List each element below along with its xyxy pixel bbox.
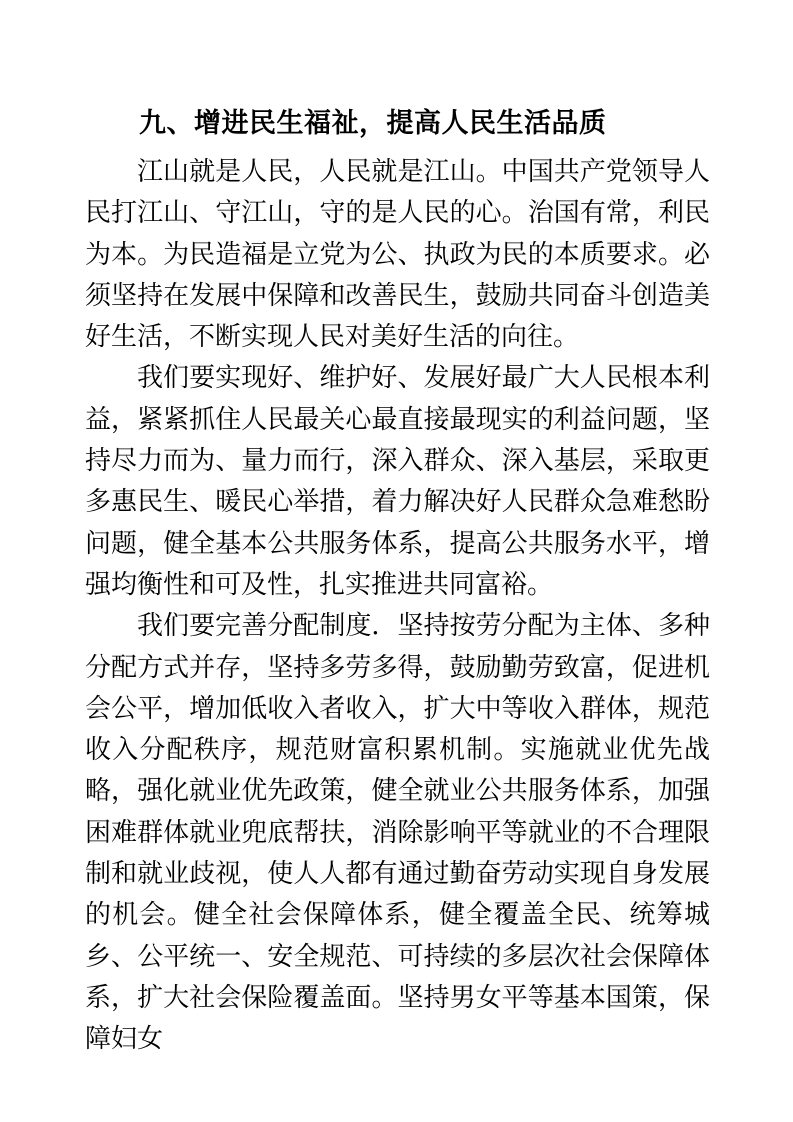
paragraph: 我们要实现好、维护好、发展好最广大人民根本利益，紧紧抓住人民最关心最直接最现实的利益问题，坚持尽力而为、量力而行，深入群众、深入基层，采取更多惠民生、暖民心举措，着力解决好人民群众急难愁盼问题，健全基本公共服务体系，提高公共服务水平，增强均衡性和可及性，扎实推进共同富裕。 (85, 363, 710, 599)
paragraph: 江山就是人民，人民就是江山。中国共产党领导人民打江山、守江山，守的是人民的心。治国有常，利民为本。为民造福是立党为公、执政为民的本质要求。必须坚持在发展中保障和改善民生，鼓励共同奋斗创造美好生活，不断实现人民对美好生活的向往。 (85, 157, 710, 352)
paragraph: 我们要完善分配制度．坚持按劳分配为主体、多种分配方式并存，坚持多劳多得，鼓励勤劳致富，促进机会公平，增加低收入者收入，扩大中等收入群体，规范收入分配秩序，规范财富积累机制。实施就业优先战略，强化就业优先政策，健全就业公共服务体系，加强困难群体就业兜底帮扶，消除影响平等就业的不合理限制和就业歧视，使人人都有通过勤奋劳动实现自身发展的机会。健全社会保障体系，健全覆盖全民、统筹城乡、公平统一、安全规范、可持续的多层次社会保障体系，扩大社会保险覆盖面。坚持男女平等基本国策，保障妇女 (85, 611, 710, 1054)
section-heading: 九、增进民生福祉，提高人民生活品质 (139, 108, 607, 138)
text-block (85, 103, 710, 1060)
